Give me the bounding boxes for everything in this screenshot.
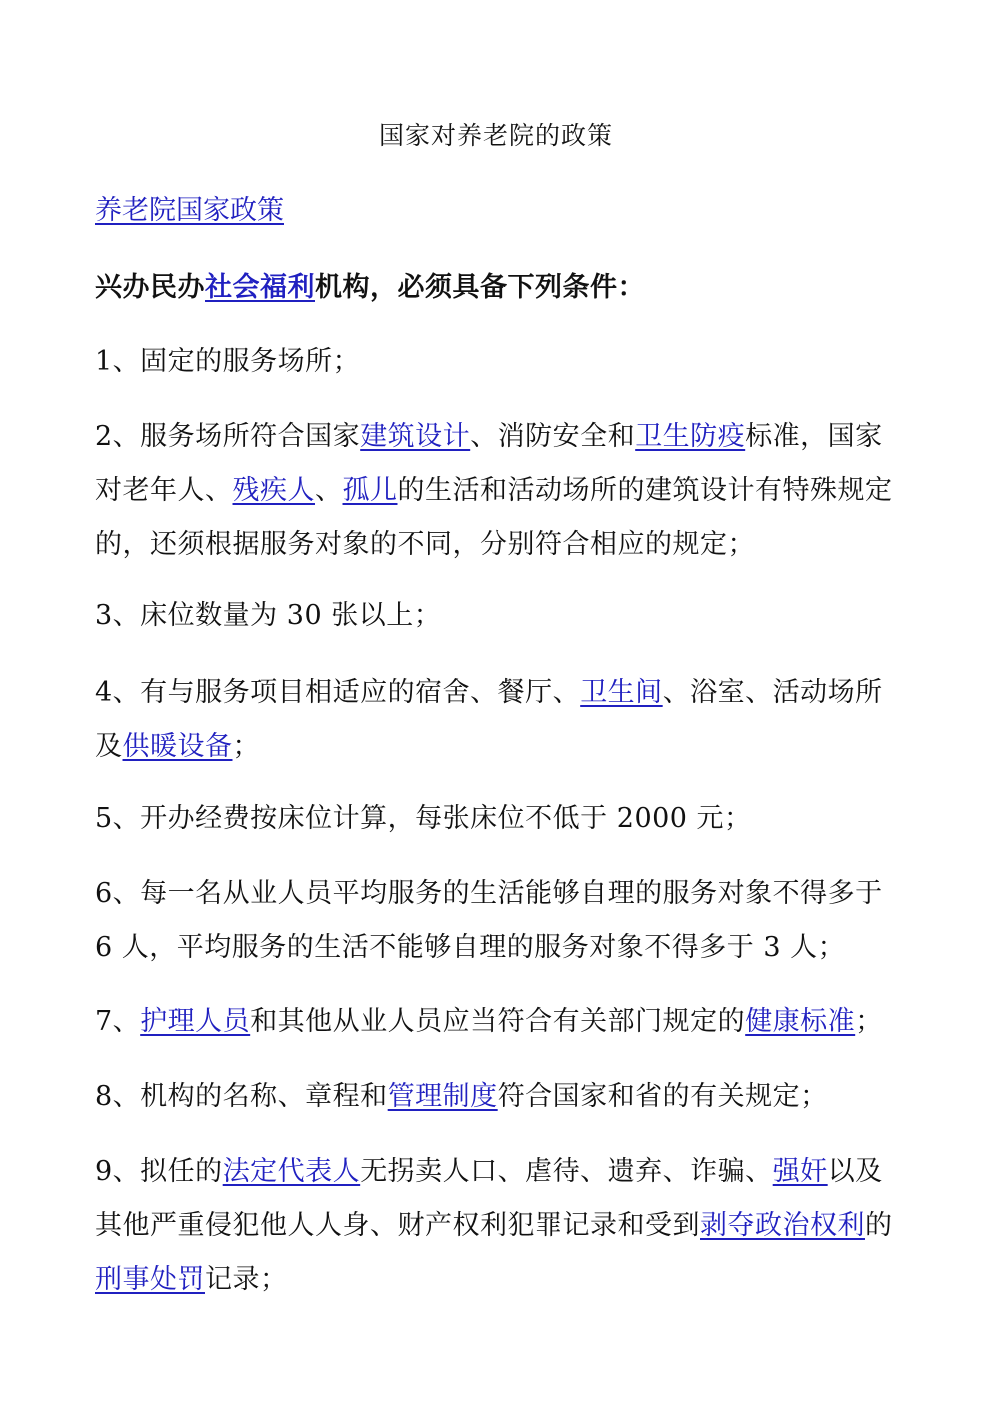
- item-9-text: 的: [865, 1210, 893, 1241]
- item-8-text: 符合国家和省的有关规定；: [497, 1081, 828, 1112]
- legal-representative-link[interactable]: 法定代表人: [222, 1156, 361, 1187]
- item-4: [95, 666, 905, 774]
- item-5: 5、开办经费按床位计算，每张床位不低于 2000 元；: [95, 803, 752, 834]
- item-8: [95, 1070, 905, 1124]
- item-9-text: 以及其他严重侵犯他人人身、财产权利犯罪记录和受到: [95, 1156, 883, 1241]
- item-3: 3、床位数量为 30 张以上；: [95, 600, 442, 631]
- item-4-text: 4、有与服务项目相适应的宿舍、餐厅、: [95, 677, 581, 708]
- item-9: [95, 1145, 905, 1307]
- nursing-staff-link[interactable]: 护理人员: [140, 1006, 251, 1037]
- item-1: 1、固定的服务场所；: [95, 346, 361, 377]
- item-9-text: 9、拟任的: [95, 1156, 223, 1187]
- architecture-design-link[interactable]: 建筑设计: [360, 421, 471, 452]
- health-standards-link[interactable]: 健康标准: [745, 1006, 856, 1037]
- heating-equipment-link[interactable]: 供暖设备: [122, 731, 233, 762]
- heading-text-pre: 兴办民办: [95, 272, 205, 303]
- item-9-text: 无拐卖人口、虐待、遗弃、诈骗、: [360, 1156, 773, 1187]
- item-8-text: 8、机构的名称、章程和: [95, 1081, 388, 1112]
- item-2-text: 、: [315, 475, 343, 506]
- policy-link[interactable]: 养老院国家政策: [95, 195, 284, 226]
- item-2-text: 、消防安全和: [470, 421, 636, 452]
- hygiene-epidemic-link[interactable]: 卫生防疫: [635, 421, 746, 452]
- item-4-text: 、浴室、活动场所及: [95, 677, 883, 762]
- item-2-text: 2、服务场所符合国家: [95, 421, 361, 452]
- item-4-text: ；: [232, 731, 260, 762]
- political-rights-deprivation-link[interactable]: 剥夺政治权利: [700, 1210, 865, 1241]
- orphans-link[interactable]: 孤儿: [342, 475, 398, 506]
- rape-link[interactable]: 强奸: [772, 1156, 828, 1187]
- conditions-heading: [95, 261, 905, 315]
- item-2-text: 标准，国家对老年人、: [95, 421, 883, 506]
- criminal-penalty-link[interactable]: 刑事处罚: [95, 1264, 205, 1295]
- page-title: 国家对养老院的政策: [378, 121, 613, 150]
- heading-text-post: 机构，必须具备下列条件：: [315, 272, 645, 303]
- social-welfare-link[interactable]: 社会福利: [205, 272, 315, 303]
- item-7: [95, 995, 905, 1049]
- management-system-link[interactable]: 管理制度: [387, 1081, 498, 1112]
- item-7-text: 和其他从业人员应当符合有关部门规定的: [250, 1006, 746, 1037]
- item-7-text: 7、: [95, 1006, 141, 1037]
- restroom-link[interactable]: 卫生间: [580, 677, 663, 708]
- item-6: 6、每一名从业人员平均服务的生活能够自理的服务对象不得多于 6 人，平均服务的生活不能够自理的服务对象不得多于 3 人；: [95, 878, 883, 963]
- disabled-persons-link[interactable]: 残疾人: [232, 475, 315, 506]
- item-2: [95, 410, 905, 572]
- subtitle-link-wrap: [95, 191, 284, 231]
- item-9-text: 记录；: [205, 1264, 288, 1295]
- item-7-text: ；: [855, 1006, 883, 1037]
- item-2-text: 的生活和活动场所的建筑设计有特殊规定的，还须根据服务对象的不同，分别符合相应的规定；: [95, 475, 893, 560]
